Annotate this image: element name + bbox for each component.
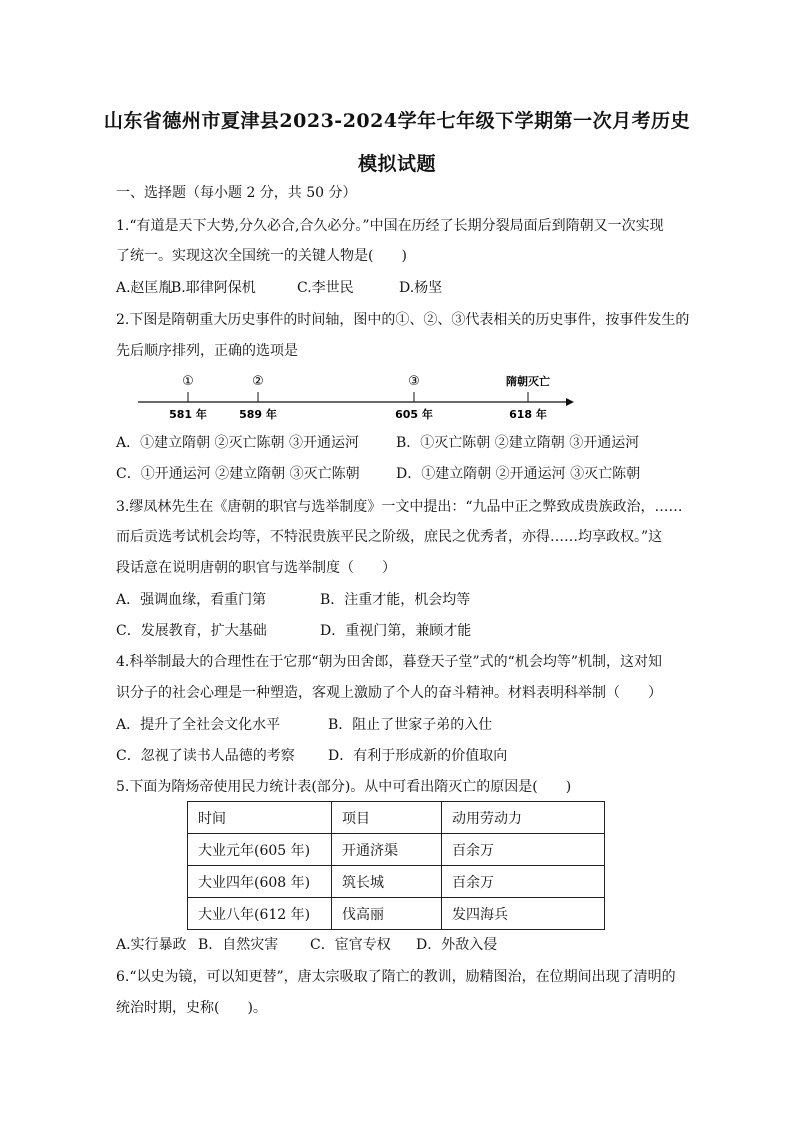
question-3-text: 3.缪凤林先生在《唐朝的职官与选举制度》一文中提出：“九品中正之弊致成贵族政治，…… (116, 499, 683, 515)
marker-2: ② (252, 374, 264, 389)
section-heading: 一、选择题（每小题 2 分，共 50 分） (116, 185, 357, 201)
option-d: D.杨坚 (399, 280, 443, 296)
marker-1: ① (182, 374, 194, 389)
option-d: D．重视门第，兼顾才能 (320, 623, 472, 639)
labor-statistics-table (187, 801, 605, 930)
question-1-text: 1.“有道是天下大势,分久必合,合久必分。”中国在历经了长期分裂局面后到隋朝又一次实现 (116, 218, 664, 234)
year-581: 581 年 (169, 408, 207, 421)
table-header-cell: 时间 (188, 802, 332, 834)
question-2-text-cont: 先后顺序排列，正确的选项是 (116, 343, 298, 359)
table-header-row (188, 802, 605, 834)
table-cell: 大业元年(605 年) (188, 834, 332, 866)
marker-sui-fall: 隋朝灭亡 (506, 375, 550, 388)
table-header-cell: 项目 (332, 802, 442, 834)
question-1-text-cont: 了统一。实现这次全国统一的关键人物是( ) (116, 248, 407, 264)
question-1-options (116, 278, 686, 298)
table-cell: 筑长城 (332, 866, 442, 898)
table-cell: 百余万 (442, 866, 605, 898)
option-d: D．外敌入侵 (416, 937, 498, 953)
table-row (188, 834, 605, 866)
marker-3: ③ (408, 374, 420, 389)
option-c: C.李世民 (297, 280, 354, 296)
question-6-text: 6.“以史为镜，可以知更替”，唐太宗吸取了隋亡的教训，励精图治，在位期间出现了清明的 (116, 969, 676, 985)
table-row (188, 898, 605, 930)
table-cell: 伐高丽 (332, 898, 442, 930)
table-cell: 百余万 (442, 834, 605, 866)
question-3-options-row2 (116, 621, 686, 641)
timeline-diagram (136, 368, 576, 423)
year-605: 605 年 (395, 408, 433, 421)
page-title: 山东省德州市夏津县2023-2024学年七年级下学期第一次月考历史 (103, 110, 691, 132)
option-c: C．发展教育，扩大基础 (116, 623, 267, 639)
question-4-text-cont: 识分子的社会心理是一种塑造，客观上激励了个人的奋斗精神。材料表明科举制（ ） (116, 685, 662, 701)
option-c: C．①开通运河 ②建立隋朝 ③灭亡陈朝 (116, 466, 360, 482)
year-618: 618 年 (509, 408, 547, 421)
table-cell: 发四海兵 (442, 898, 605, 930)
option-a: A．①建立隋朝 ②灭亡陈朝 ③开通运河 (116, 435, 360, 451)
question-2-options-row2 (116, 464, 686, 484)
question-5-text: 5.下面为隋炀帝使用民力统计表(部分)。从中可看出隋灭亡的原因是( ) (116, 779, 572, 795)
table-row (188, 866, 605, 898)
question-2-text: 2.下图是隋朝重大历史事件的时间轴，图中的①、②、③代表相关的历史事件，按事件发生的 (116, 312, 690, 328)
option-a: A.赵匡胤 (116, 280, 173, 296)
table-header-cell: 动用劳动力 (442, 802, 605, 834)
option-b: B．注重才能，机会均等 (320, 592, 471, 608)
question-2-options-row1 (116, 433, 686, 453)
question-4-options-row1 (116, 715, 686, 735)
option-c: C．忽视了读书人品德的考察 (116, 748, 295, 764)
question-5-options (116, 935, 686, 955)
option-b: B.耶律阿保机 (171, 280, 256, 296)
option-b: B．阻止了世家子弟的入仕 (328, 717, 493, 733)
question-3-text-cont: 而后贡选考试机会均等，不特泯贵族平民之阶级，庶民之优秀者，亦得……均享政权。”这 (116, 529, 663, 545)
question-3-options-row1 (116, 590, 686, 610)
year-589: 589 年 (239, 408, 277, 421)
option-a: A．提升了全社会文化水平 (116, 717, 281, 733)
option-a: A．强调血缘，看重门第 (116, 592, 267, 608)
timeline-arrowhead (566, 398, 574, 406)
question-6-text-cont: 统治时期，史称( )。 (116, 1000, 267, 1016)
page-title-line2: 模拟试题 (357, 153, 436, 175)
option-c: C．宦官专权 (310, 937, 391, 953)
option-d: D．①建立隋朝 ②开通运河 ③灭亡陈朝 (396, 466, 641, 482)
option-b: B．①灭亡陈朝 ②建立隋朝 ③开通运河 (396, 435, 640, 451)
option-a: A.实行暴政 (116, 937, 187, 953)
table-cell: 大业八年(612 年) (188, 898, 332, 930)
question-4-text: 4.科举制最大的合理性在于它那“朝为田舍郎，暮登天子堂”式的“机会均等”机制，这对知 (116, 654, 662, 670)
question-4-options-row2 (116, 746, 686, 766)
table-cell: 大业四年(608 年) (188, 866, 332, 898)
question-3-text-cont2: 段话意在说明唐朝的职官与选举制度（ ） (116, 560, 396, 576)
option-d: D．有利于形成新的价值取向 (328, 748, 508, 764)
option-b: B．自然灾害 (198, 937, 279, 953)
table-cell: 开通济渠 (332, 834, 442, 866)
